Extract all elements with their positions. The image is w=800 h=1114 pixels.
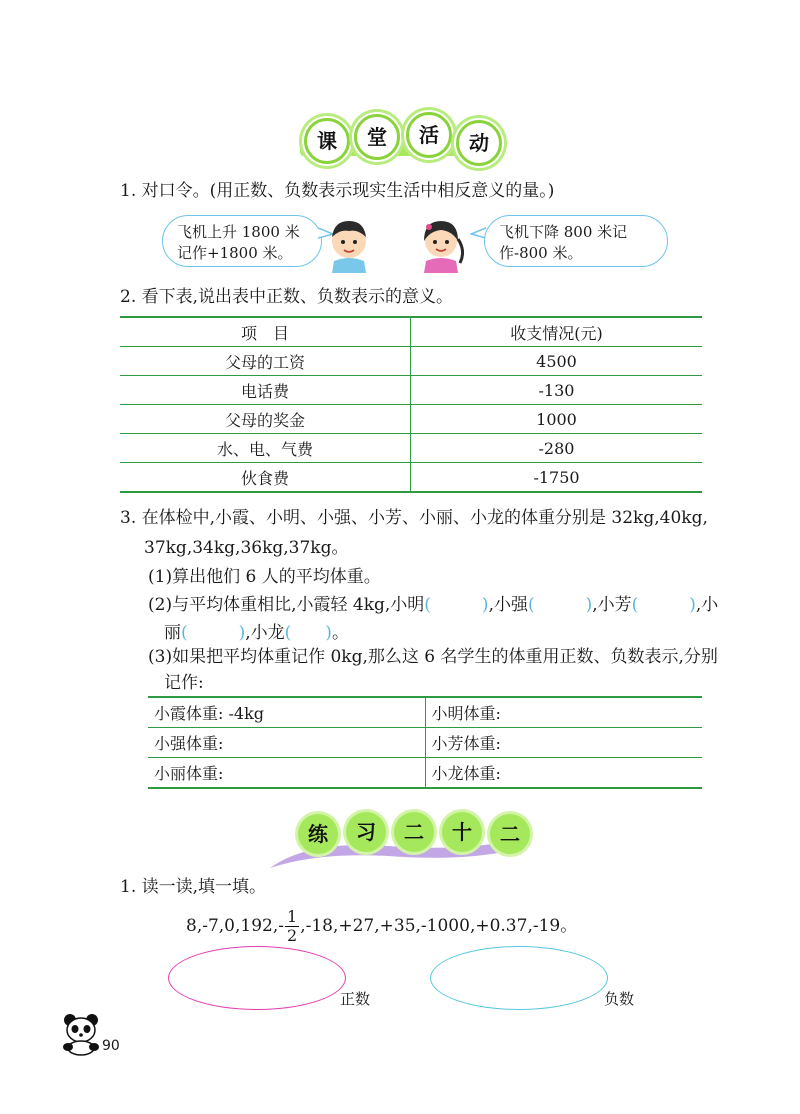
banner-char: 练	[298, 814, 338, 854]
answer-blank-xiaofang[interactable]: ( )	[631, 595, 696, 615]
table-row	[148, 697, 702, 728]
fraction-denominator: 2	[287, 926, 298, 945]
page-number: 90	[102, 1038, 120, 1054]
answer-blank-xiaolong[interactable]: ( )	[284, 623, 332, 643]
banner-char: 堂	[354, 114, 400, 160]
banner-char: 动	[456, 120, 502, 166]
weight-cell[interactable]: 小明体重:	[425, 697, 702, 728]
weight-cell[interactable]: 小强体重:	[148, 728, 425, 758]
row-item: 父母的奖金	[120, 405, 411, 434]
row-amount: 4500	[411, 347, 703, 376]
sub2-text: ,小龙	[245, 623, 285, 643]
sub2-text: 丽	[164, 623, 181, 643]
header-amount: 收支情况(元)	[411, 317, 703, 347]
table-row	[120, 463, 702, 493]
weight-record-table	[148, 696, 702, 789]
bubble-right-line2: 作-800 米。	[499, 244, 583, 262]
table-row	[148, 728, 702, 758]
row-amount: -1750	[411, 463, 703, 493]
answer-blank-xiaoming[interactable]: ( )	[424, 595, 489, 615]
numbers-part-b: ,-18,+27,+35,-1000,+0.37,-19。	[300, 916, 578, 936]
speech-bubble-right	[484, 215, 668, 267]
row-amount: 1000	[411, 405, 703, 434]
banner-char: 活	[406, 112, 452, 158]
table-row	[120, 347, 702, 376]
table-row	[120, 376, 702, 405]
girl-character-icon	[418, 215, 464, 273]
question-3-sub2-line2	[164, 622, 349, 644]
exercise-1-text: 1. 读一读,填一填。	[120, 877, 267, 897]
question-3-line1: 3. 在体检中,小霞、小明、小强、小芳、小丽、小龙的体重分别是 32kg,40kg,	[120, 508, 708, 528]
question-3-sub2-line1	[148, 594, 718, 616]
question-3-sub3-line2: 记作:	[164, 673, 204, 693]
banner-char: 十	[442, 812, 482, 852]
fraction-one-half	[285, 908, 299, 945]
weight-cell[interactable]: 小霞体重: -4kg	[148, 697, 425, 728]
row-item: 伙食费	[120, 463, 411, 493]
weight-cell[interactable]: 小龙体重:	[425, 758, 702, 789]
section-banner-classroom-activity	[300, 108, 500, 170]
sub2-text: ,小芳	[592, 595, 632, 615]
positive-label: 正数	[340, 990, 371, 1008]
banner-char: 二	[490, 814, 530, 854]
income-expense-table	[120, 316, 702, 493]
fraction-numerator: 1	[287, 907, 298, 926]
weight-cell[interactable]: 小丽体重:	[148, 758, 425, 789]
header-item: 项 目	[120, 317, 411, 347]
panda-icon	[60, 1010, 106, 1056]
banner-char: 课	[304, 118, 350, 164]
banner-char: 二	[394, 812, 434, 852]
row-item: 父母的工资	[120, 347, 411, 376]
row-amount: -130	[411, 376, 703, 405]
question-3-line2: 37kg,34kg,36kg,37kg。	[144, 538, 349, 558]
negative-number-oval[interactable]	[430, 946, 608, 1010]
number-list	[186, 906, 577, 946]
question-1-text: 1. 对口令。(用正数、负数表示现实生活中相反意义的量。)	[120, 181, 555, 201]
table-row	[120, 405, 702, 434]
negative-label: 负数	[604, 990, 635, 1008]
question-3-sub1: (1)算出他们 6 人的平均体重。	[148, 567, 381, 587]
weight-cell[interactable]: 小芳体重:	[425, 728, 702, 758]
sub2-text: 。	[331, 623, 349, 643]
positive-number-oval[interactable]	[168, 946, 346, 1010]
sub2-text: ,小	[695, 595, 719, 615]
numbers-part-a: 8,-7,0,192,-	[186, 916, 284, 936]
bubble-left-line2: 记作+1800 米。	[177, 244, 293, 262]
bubble-left-line1: 飞机上升 1800 米	[177, 223, 300, 241]
row-item: 电话费	[120, 376, 411, 405]
row-amount: -280	[411, 434, 703, 463]
section-banner-exercise	[268, 810, 528, 870]
bubble-right-line1: 飞机下降 800 米记	[499, 223, 628, 241]
answer-blank-xiaoqiang[interactable]: ( )	[527, 595, 593, 615]
boy-character-icon	[326, 215, 372, 273]
table-row	[148, 758, 702, 789]
sub2-text: (2)与平均体重相比,小霞轻 4kg,小明	[148, 595, 425, 615]
row-item: 水、电、气费	[120, 434, 411, 463]
banner-char: 习	[346, 812, 386, 852]
question-2-text: 2. 看下表,说出表中正数、负数表示的意义。	[120, 287, 454, 307]
answer-blank-xiaoli[interactable]: ( )	[181, 623, 246, 643]
table-header-row	[120, 317, 702, 347]
sub2-text: ,小强	[488, 595, 528, 615]
speech-bubble-left	[162, 215, 322, 267]
table-row	[120, 434, 702, 463]
question-3-sub3-line1: (3)如果把平均体重记作 0kg,那么这 6 名学生的体重用正数、负数表示,分别	[148, 647, 718, 667]
